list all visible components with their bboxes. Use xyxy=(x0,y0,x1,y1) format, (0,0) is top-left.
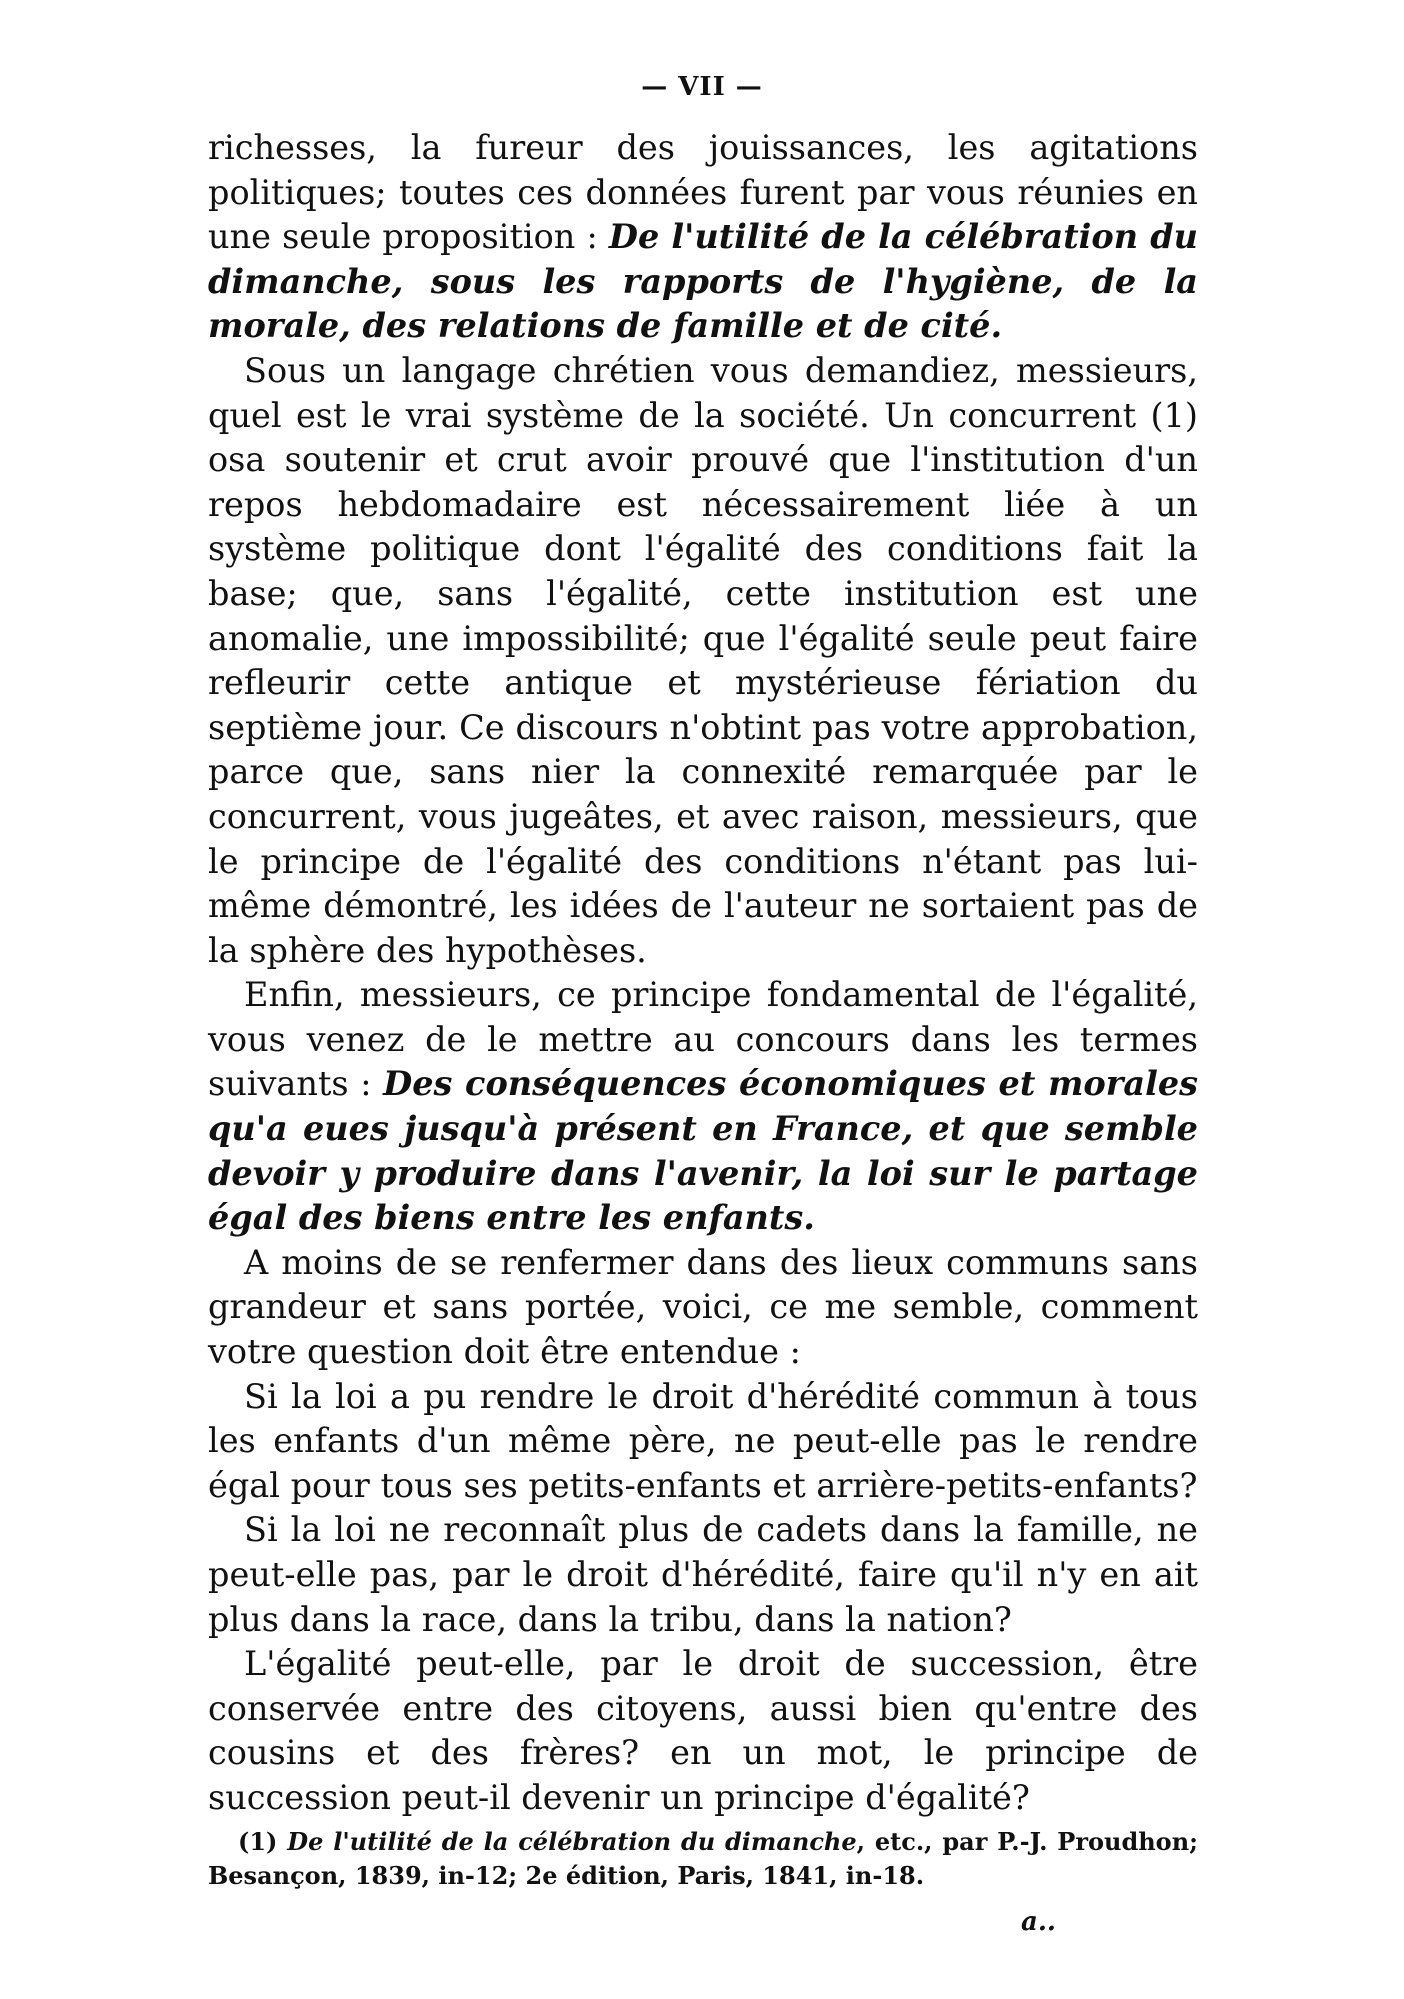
paragraph-5: Si la loi a pu rendre le droit d'hérédité commun à tous les enfants d'un même père, ne peut-elle pas le rendre égal pour tous ses petits-enfants et arrière-petits-enfants? xyxy=(208,1376,1198,1505)
paragraph-6: Si la loi ne reconnaît plus de cadets dans la famille, ne peut-elle pas, par le droit d'hérédité, faire qu'il n'y en ait plus dans la race, dans la tribu, dans la nation? xyxy=(208,1510,1198,1639)
paragraph-2 xyxy=(208,349,1198,973)
footnote-title: De l'utilité de la célébration du dimanche xyxy=(287,1827,857,1856)
paragraph-2-text-rest: osa soutenir et crut avoir prouvé que l'institution d'un repos hebdomadaire est nécessairement liée à un système politique dont l'égalité des conditions fait la base; que, sans l'égalité, cette institution est une anomalie, une impossibilité; que l'égalité seule peut faire refleurir cette antique et mystérieuse fériation du septième jour. Ce discours n'obtint pas votre approbation, parce que, sans nier la connexité remarquée par le concurrent, vous jugeâtes, et avec raison, messieurs, que le principe de l'égalité des conditions n'étant pas lui-même démontré, les idées de l'auteur ne sortaient pas de la sphère des hypothèses. xyxy=(208,440,1198,970)
paragraph-7: L'égalité peut-elle, par le droit de succession, être conservée entre des citoyens, aussi bien qu'entre des cousins et des frères? en un mot, le principe de succession peut-il devenir un principe d'égalité? xyxy=(208,1644,1198,1817)
footnote xyxy=(208,1825,1198,1893)
paragraph-3 xyxy=(208,973,1198,1241)
page-header: — VII — xyxy=(641,72,763,102)
paragraph-1-text: richesses, la fureur des jouissances, les agitations politiques; toutes ces données furent par vous réunies en une seule proposition : xyxy=(208,128,1198,257)
paragraph-3-italic-question: Des conséquences économiques et morales qu'a eues jusqu'à présent en France, et que semble devoir y produire dans l'avenir, la loi sur le partage égal des biens entre les enfants. xyxy=(208,1064,1198,1238)
paragraph-1 xyxy=(208,126,1198,349)
footnote-reference: (1) xyxy=(1150,395,1198,435)
paragraph-4: A moins de se renfermer dans des lieux communs sans grandeur et sans portée, voici, ce me semble, comment votre question doit être entendue : xyxy=(208,1242,1198,1372)
paragraph-3-text: Enfin, messieurs, ce principe fondamental de l'égalité, vous venez de le mettre au concours dans les termes suivants : xyxy=(208,975,1198,1104)
paragraph-2-text-start: Sous un langage chrétien vous demandiez, messieurs, quel est le vrai système de la société. Un concurrent xyxy=(208,350,1198,435)
body-text xyxy=(208,126,1198,1821)
signature-mark: a.. xyxy=(1021,1907,1056,1937)
footnote-marker: (1) xyxy=(238,1827,278,1856)
footnote-text: , etc., par P.-J. Proudhon; Besançon, 1839, in-12; 2e édition, Paris, 1841, in-18. xyxy=(208,1827,1199,1890)
paragraph-1-italic-title: De l'utilité de la célébration du dimanche, sous les rapports de l'hygiène, de la morale, des relations de famille et de cité. xyxy=(208,217,1199,346)
